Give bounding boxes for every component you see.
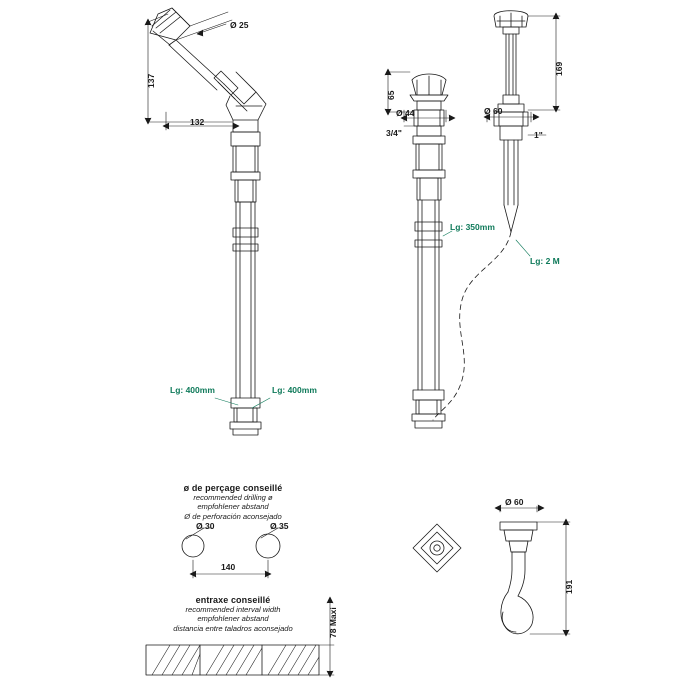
dim-label-lg350: Lg: 350mm [450,222,495,232]
drilling-heading-es: Ø de perforación aconsejado [184,511,282,521]
dim-label-three-quarter-inch: 3/4" [386,128,402,138]
drilling-heading-de: empfohlener abstand [197,502,269,512]
drilling-footer-es: distancia entre taladros aconsejado [173,623,293,633]
drilling-footer-fr: entraxe conseillé [195,595,271,605]
dim-label-169: 169 [554,61,564,76]
side-view-body [410,74,448,428]
drilling-footer [118,595,348,633]
dim-label-132: 132 [190,117,205,127]
dim-label-137: 137 [146,73,156,88]
side-view-handshower [433,11,528,420]
dim-label-d60-plan: Ø 60 [505,497,524,507]
plan-square-view [413,524,461,572]
spout-elevation-view [495,505,570,636]
dim-label-lg2m: Lg: 2 M [530,256,560,266]
drilling-heading-en: recommended drilling ø [193,493,273,502]
dim-label-65: 65 [386,90,396,100]
drilling-footer-en: recommended interval width [185,605,281,614]
dim-label-one-inch: 1" [534,130,543,140]
dim-label-d60-side: Ø 60 [484,106,503,116]
dim-label-spacing140: 140 [221,562,236,572]
drilling-heading-fr: ø de perçage conseillé [183,483,283,493]
dim-label-191: 191 [564,579,574,594]
dim-label-hole35: Ø 35 [270,521,289,531]
drilling-footer-de: empfohlener abstand [197,614,269,624]
drilling-heading [118,483,348,521]
left-view-handshower [150,8,266,435]
dim-label-lg400-left: Lg: 400mm [170,385,215,395]
dim-label-lg400-right: Lg: 400mm [272,385,317,395]
dim-label-78maxi: 78 Maxi [328,607,338,638]
dim-label-d25: Ø 25 [230,20,249,30]
dim-label-hole30: Ø 30 [196,521,215,531]
dim-label-d44: Ø 44 [396,108,415,118]
